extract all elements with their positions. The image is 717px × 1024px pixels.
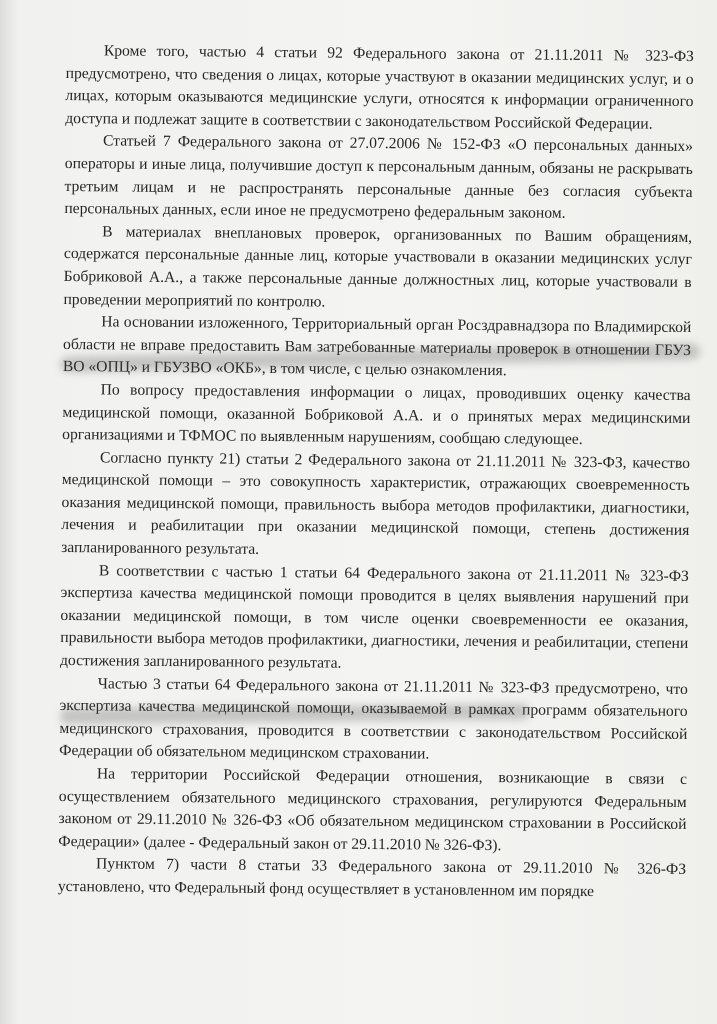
paragraph-quality-definition: Согласно пункту 21) статьи 2 Федерального закона от 21.11.2011 № 323-ФЗ, качество медицинской помощи – это совокупность характеристик, отражающих своевременность оказания медицинской помощи, правильность выбора методов профилактики, диагностики, лечения и реабилитации при оказании медицинской помощи, степень достижения запланированного результата. xyxy=(61,449,691,558)
paragraph-inspection-materials: В материалах внеплановых проверок, организованных по Вашим обращениям, содержатся персональные данные лиц, которые участвовали в оказании медицинских услуг Бобриковой А.А., а также персональные данные должностных лиц, которые участвовали в проведении мероприятий по контролю. xyxy=(63,223,693,311)
paragraph-oms-expertise: Частью 3 статьи 64 Федерального закона от 21.11.2011 № 323-ФЗ предусмотрено, что экспертиза качества медицинской помощи, оказываемой в рамках программ обязательного медицинского страхования, проводится в соответствии с законодательством Российской Федерации об обязательном медицинском страховании. xyxy=(59,674,688,763)
paragraph-quality-expertise: В соответствии с частью 1 статьи 64 Федерального закона от 21.11.2011 № 323-ФЗ экспертиза качества медицинской помощи проводится в целях выявления нарушений при оказании медицинской помощи, в том числе оценки своевременности ее оказания, правильности выбора методов профилактики, диагностики, лечения и реабилитации, степени достижения запланированного результата. xyxy=(59,561,689,672)
paragraph-federal-fund: Пунктом 7) части 8 статьи 33 Федерального закона от 29.11.2010 № 326-ФЗ установлено, что Федеральный фонд осуществляет в установленном им порядке xyxy=(57,855,687,901)
paragraph-personal-data-law: Статьей 7 Федерального закона от 27.07.2006 № 152-ФЗ «О персональных данных» операторы и иные лица, получившие доступ к персональным данным, обязаны не раскрывать третьим лицам и не распространять персональные данные без согласия субъекта персональных данных, если иное не предусмотрено федеральным законом. xyxy=(64,132,694,222)
paragraph-confidentiality: Кроме того, частью 4 статьи 92 Федерального закона от 21.11.2011 № 323-ФЗ предусмотрено, что сведения о лицах, которые участвуют в оказании медицинских услуг, и о лицах, которым оказываются медицинские услуги, относятся к информации ограниченного доступа и подлежат защите в соответствии с законодательством Российской Федерации. xyxy=(65,42,694,133)
paragraph-quality-assessment-question: По вопросу предоставления информации о лицах, проводивших оценку качества медицинской помощи, оказанной Бобриковой А.А. и о принятых мерах медицинскими организациями и ТФМОС по выявленным нарушениям, сообщаю следующее. xyxy=(62,381,691,449)
paragraph-refusal: На основании изложенного, Территориальный орган Росздравнадзора по Владимирской области не вправе предоставить Вам затребованные материалы проверок в отношении ГБУЗ ВО «ОПЦ» и ГБУЗВО «ОКБ», в том числе, с целью ознакомления. xyxy=(62,313,692,380)
document-body xyxy=(58,40,694,905)
paragraph-oms-law: На территории Российской Федерации отношения, возникающие в связи с осуществлением обязательного медицинского страхования, регулируются Федеральным законом от 29.11.2010 № 326-ФЗ «Об обязательном медицинском страховании в Российской Федерации» (далее - Федеральный закон от 29.11.2010 № 326-ФЗ). xyxy=(58,765,688,854)
